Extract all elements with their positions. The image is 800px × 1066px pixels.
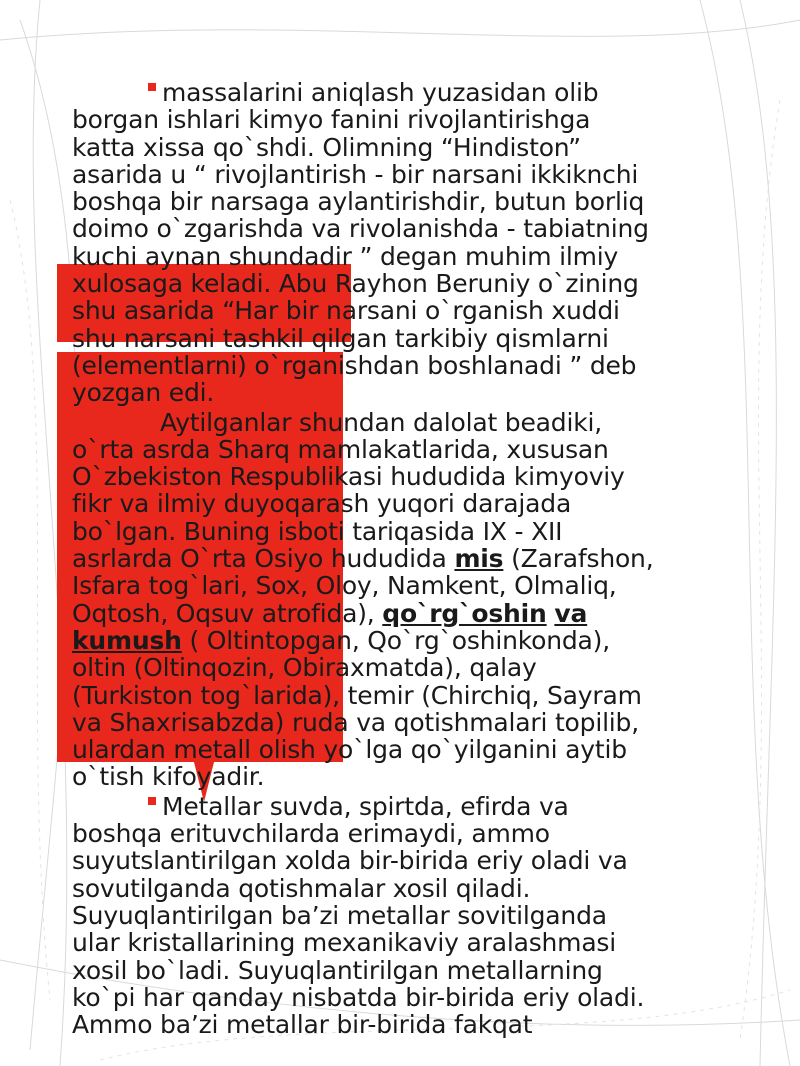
text-line: xulosaga keladi. Abu Rayhon Beruniy o`zining [72, 269, 639, 299]
text-line: bo`lgan. Buning isboti tariqasida IX - XII [72, 516, 563, 546]
text-line: boshqa erituvchilarda erimaydi, ammo [72, 819, 550, 849]
text-line: O`zbekiston Respublikasi hududida kimyoviy [72, 462, 625, 492]
keyword-mis: mis [454, 544, 504, 574]
text-line: ulardan metall olish yo`lga qo`yilganini aytib [72, 735, 627, 765]
text-line: Suyuqlantirilgan ba’zi metallar sovitilganda [72, 900, 607, 930]
bullet-icon [148, 797, 156, 805]
text-line: kuchi aynan shundadir ” degan muhim ilmiy [72, 241, 619, 271]
text-line: Aytilganlar shundan dalolat beadiki, [160, 407, 602, 437]
document-body [72, 79, 762, 1038]
text-line: asrlarda O`rta Osiyo hududida mis (Zarafshon, [72, 544, 654, 574]
text-line: kumush ( Oltintopgan, Qo`rg`oshinkonda), [72, 625, 610, 655]
text-line: Metallar suvda, spirtda, efirda va [72, 793, 762, 820]
text-line: massalarini aniqlash yuzasidan olib [72, 79, 762, 106]
text-line: Isfara tog`lari, Sox, Oloy, Namkent, Olmaliq, [72, 571, 617, 601]
text-line: sovutilganda qotishmalar xosil qiladi. [72, 873, 531, 903]
text-line: suyutslantirilgan xolda bir-birida eriy oladi va [72, 846, 628, 876]
text-line: Oqtosh, Oqsuv atrofida), qo`rg`oshin va [72, 598, 588, 628]
text-line: shu asarida “Har bir narsani o`rganish xuddi [72, 296, 620, 326]
text-line: borgan ishlari kimyo fanini rivojlantirishga [72, 105, 591, 135]
text-line: katta xissa qo`shdi. Olimning “Hindiston” [72, 132, 581, 162]
keyword-kumush: kumush [72, 625, 182, 655]
keyword-qorgoshin: qo`rg`oshin [382, 598, 547, 628]
text-line: (elementlarni) o`rganishdan boshlanadi ” deb [72, 350, 637, 380]
keyword-va: va [554, 598, 588, 628]
text-line: doimo o`zgarishda va rivolanishda - tabiatning [72, 214, 649, 244]
text-line: oltin (Oltinqozin, Obiraxmatda), qalay [72, 653, 537, 683]
text-line: o`rta asrda Sharq mamlakatlarida, xususan [72, 434, 609, 464]
text-line: va Shaxrisabzda) ruda va qotishmalari topilib, [72, 707, 639, 737]
text-line: Ammo ba’zi metallar bir-birida fakqat [72, 1010, 533, 1040]
text-line: boshqa bir narsaga aylantirishdir, butun borliq [72, 187, 645, 217]
bullet-icon [148, 83, 156, 91]
text-line: (Turkiston tog`larida), temir (Chirchiq, Sayram [72, 680, 642, 710]
text-line: o`tish kifoyadir. [72, 762, 265, 792]
text-line: ular kristallarining mexanikaviy aralashmasi [72, 928, 617, 958]
text-line: asarida u “ rivojlantirish - bir narsani ikkiknchi [72, 159, 639, 189]
text-line: shu narsani tashkil qilgan tarkibiy qismlarni [72, 323, 609, 353]
text-line: ko`pi har qanday nisbatda bir-birida eriy oladi. [72, 982, 645, 1012]
text-line: fikr va ilmiy duyoqarash yuqori darajada [72, 489, 572, 519]
text-line: xosil bo`ladi. Suyuqlantirilgan metallarning [72, 955, 603, 985]
text-line: yozgan edi. [72, 378, 215, 408]
